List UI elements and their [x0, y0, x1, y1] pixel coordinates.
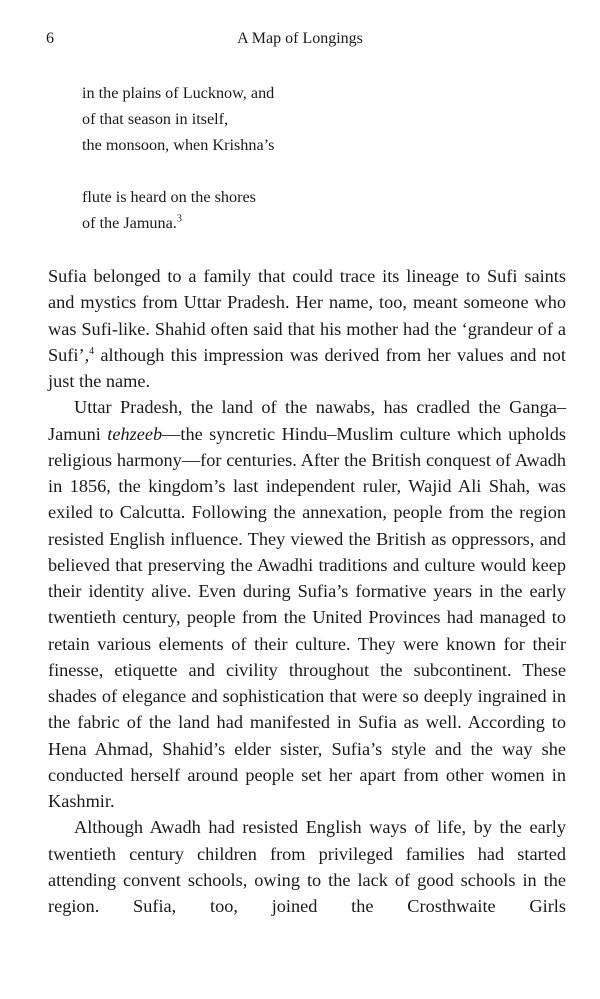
page-number: 6 [46, 30, 54, 47]
verse-line: of that season in itself, [82, 110, 229, 128]
verse-line-text: of the Jamuna. [82, 214, 177, 232]
paragraph-text: Uttar Pradesh, the land of the nawabs, has cradled the Ganga–Jamuni [48, 397, 566, 444]
running-title: A Map of Longings [237, 30, 363, 47]
verse-quotation [82, 80, 274, 236]
footnote-marker: 3 [176, 213, 182, 225]
body-text [48, 263, 566, 919]
verse-line: in the plains of Lucknow, and [82, 84, 275, 102]
footnote-marker: 4 [89, 345, 95, 357]
paragraph [48, 394, 566, 814]
verse-line: the monsoon, when Krishna’s [82, 136, 275, 154]
verse-line: flute is heard on the shores [82, 188, 256, 206]
stanza-break [82, 158, 274, 184]
paragraph-text: —the syncretic Hindu–Muslim culture which upholds religious harmony—for centuries. After the British conquest of Awadh in 1856, the kingdom’s last independent ruler, Wajid Ali Shah, was exiled to Calcutta. Following the annexation, people from the region resisted English influence. They viewed the British as oppressors, and believed that preserving the Awadhi traditions and culture would keep their identity alive. Even during Sufia’s formative years in the early twentieth century, people from the United Provinces had managed to retain various elements of their culture. They were known for their finesse, etiquette and civility throughout the subcontinent. These shades of elegance and sophistication that were so deeply ingrained in the fabric of the land had manifested in Sufia as well. According to Hena Ahmad, Shahid’s elder sister, Sufia’s style and the way she conducted herself around people set her apart from other women in Kashmir. [48, 423, 566, 811]
italic-term: tehzeeb [107, 423, 163, 444]
paragraph-text: Although Awadh had resisted English ways of life, by the early twentieth century children from privileged families had started attending convent schools, owing to the lack of good schools in the region. Sufia, too, joined the Crosthwaite Girls [48, 817, 566, 916]
paragraph-text: although this impression was derived from her values and not just the name. [48, 344, 566, 391]
paragraph [48, 814, 566, 919]
page-header [0, 30, 600, 54]
paragraph-text: Sufia belonged to a family that could trace its lineage to Sufi saints and mystics from Uttar Pradesh. Her name, too, meant someone who was Sufi-like. Shahid often said that his mother had the ‘grandeur of a Sufi’, [48, 266, 566, 365]
verse-line [82, 210, 274, 236]
paragraph [48, 263, 566, 394]
